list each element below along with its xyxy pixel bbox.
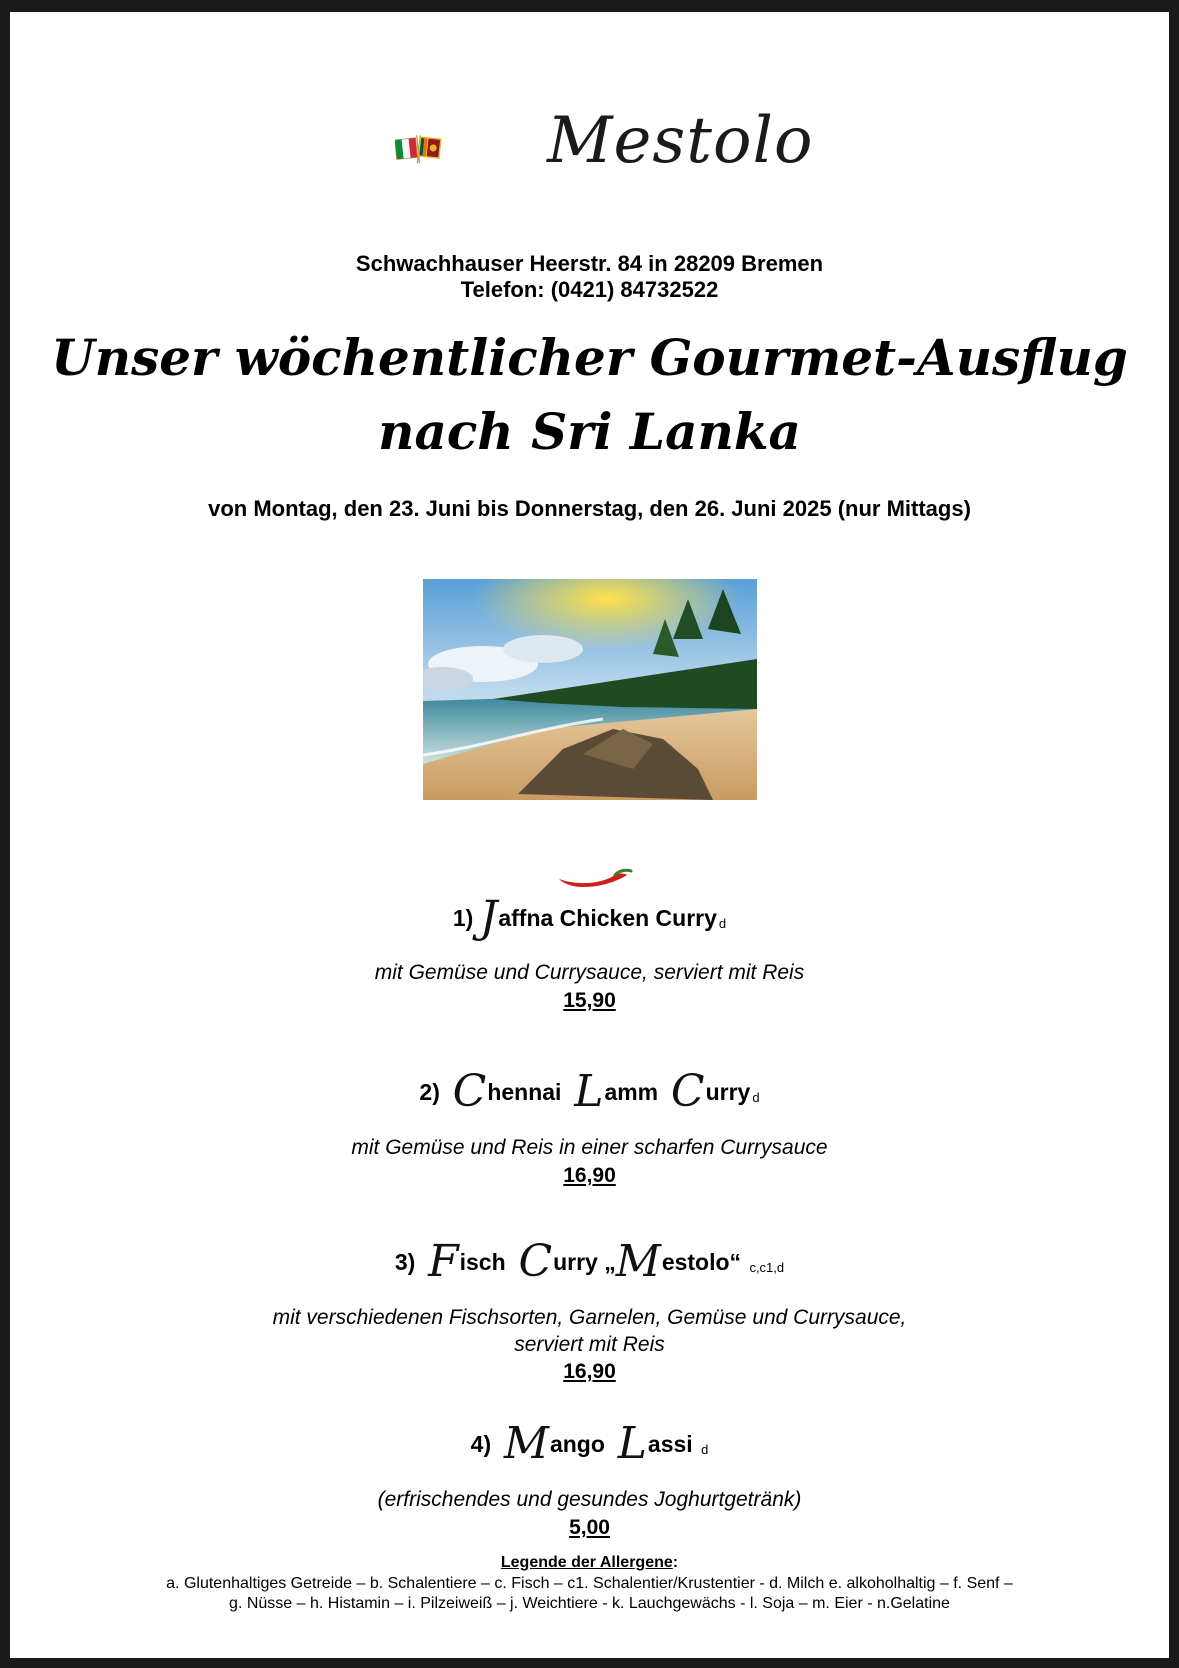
dish-2-allergens: d	[752, 1090, 760, 1105]
dish-1-name: affna Chicken Curry	[498, 905, 717, 931]
beach-photo	[423, 579, 757, 800]
dish-2-word-3: urry	[705, 1079, 751, 1105]
menu-page	[10, 12, 1169, 1658]
dish-3-word-2: urry „	[553, 1249, 616, 1275]
allergen-legend-line-1: a. Glutenhaltiges Getreide – b. Schalentiere – c. Fisch – c1. Schalentier/Krustentier - d. Milch e. alkoholhaltig – f. Senf –	[166, 1575, 1013, 1592]
dish-3-initial-1: F	[428, 1236, 459, 1287]
dish-1-description: mit Gemüse und Currysauce, serviert mit Reis	[374, 961, 805, 984]
dish-4-price: 5,00	[569, 1516, 610, 1539]
dish-2-price: 16,90	[563, 1164, 616, 1187]
dish-3-description: mit verschiedenen Fischsorten, Garnelen, Gemüse und Currysauce,	[272, 1306, 907, 1329]
dish-4-allergens: d	[701, 1442, 709, 1457]
dish-3-number: 3)	[394, 1249, 416, 1275]
offer-dates: von Montag, den 23. Juni bis Donnerstag, den 26. Juni 2025 (nur Mittags)	[208, 496, 971, 521]
allergen-legend-line-2: g. Nüsse – h. Histamin – i. Pilzeiweiß – j. Weichtiere - k. Lauchgewächs - l. Soja – m. Eier - n.Gelatine	[229, 1595, 950, 1612]
crossed-flags-logo	[395, 100, 535, 200]
dish-2-word-2: amm	[604, 1079, 659, 1105]
dish-4-initial-1: M	[503, 1418, 549, 1469]
address-phone: Telefon: (0421) 84732522	[460, 277, 719, 302]
dish-4-number: 4)	[470, 1431, 492, 1457]
dish-1-number: 1)	[452, 905, 474, 931]
dish-1-title	[10, 892, 1169, 943]
dish-3-allergens: c,c1,d	[749, 1260, 785, 1275]
allergen-legend-heading: Legende der Allergene:	[500, 1554, 679, 1571]
dish-2-initial-3: C	[670, 1066, 705, 1117]
dish-3-initial-2: C	[518, 1236, 553, 1287]
headline-line-1: Unser wöchentlicher Gourmet-Ausflug	[51, 328, 1128, 387]
dish-1-price: 15,90	[563, 989, 616, 1012]
dish-4-word-2: assi	[647, 1431, 693, 1457]
dish-3-word-1: isch	[459, 1249, 506, 1275]
dish-4-description: (erfrischendes und gesundes Joghurtgetränk)	[377, 1488, 802, 1511]
dish-4-title	[10, 1418, 1169, 1469]
dish-2-initial-2: L	[574, 1066, 604, 1117]
dish-3-price: 16,90	[563, 1360, 616, 1383]
dish-2-title	[10, 1066, 1169, 1117]
dish-1-allergens: d	[718, 916, 727, 931]
dish-3-word-3: estolo“	[661, 1249, 742, 1275]
dish-2-description: mit Gemüse und Reis in einer scharfen Currysauce	[351, 1136, 828, 1159]
dish-3-description-2: serviert mit Reis	[514, 1333, 665, 1356]
dish-2-initial-1: C	[452, 1066, 487, 1117]
headline-line-2: nach Sri Lanka	[378, 402, 801, 461]
dish-4-initial-2: L	[617, 1418, 647, 1469]
dish-2-number: 2)	[419, 1079, 440, 1105]
dish-3-initial-3: M	[615, 1236, 661, 1287]
brand-name: Mestolo	[547, 104, 814, 178]
dish-1-initial: J	[479, 892, 498, 943]
chili-pepper-icon	[555, 865, 635, 889]
dish-2-word-1: hennai	[487, 1079, 562, 1105]
dish-4-word-1: ango	[549, 1431, 605, 1457]
address-street: Schwachhauser Heerstr. 84 in 28209 Bremen	[355, 251, 824, 276]
allergen-legend-title: Legende der Allergene	[500, 1554, 673, 1571]
dish-3-title	[10, 1236, 1169, 1287]
